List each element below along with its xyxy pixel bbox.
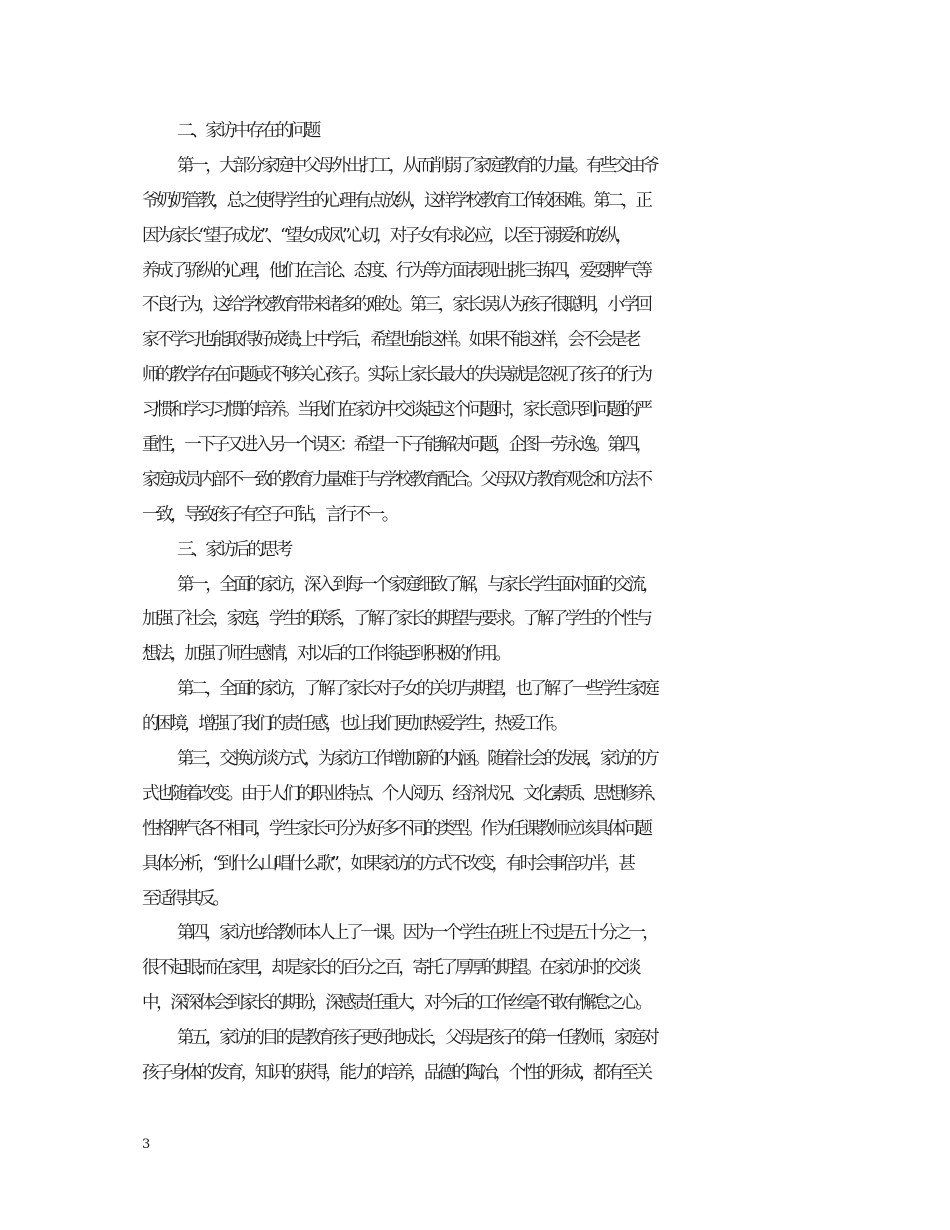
paragraph-line: 式也随着改变。由于人们的职业特点、个人阅历、经济状况、文化素质、思想修养、: [142, 783, 664, 804]
paragraph-line: 的困境，增强了我们的责任感，也让我们更加热爱学生，热爱工作。: [142, 714, 565, 735]
paragraph-line: 想法，加强了师生感情，对以后的工作将起到积极的作用。: [142, 644, 509, 665]
paragraph-first-line: 三、家访后的思考: [177, 539, 290, 560]
paragraph-first-line: 第三，交换访谈方式，为家访工作增加新的内涵。随着社会的发展，家访的方: [177, 749, 657, 770]
document-body: [142, 114, 812, 1091]
paragraph-first-line: 第一，全面的家访，深入到每一个家庭细致了解，与家长学生面对面的交流，: [177, 574, 657, 595]
paragraph-line: 孩子身体的发育，知识的获得，能力的培养，品德的陶冶，个性的形成，都有至关: [142, 1063, 650, 1084]
paragraph-line: 因为家长“望子成龙”、“望女成凤”心切，对子女有求必应，以至于溺爱和放纵，: [142, 225, 630, 246]
paragraph-line: 加强了社会，家庭，学生的联系，了解了家长的期望与要求。了解了学生的个性与: [142, 609, 650, 630]
paragraph-line: 家庭成员内部不一致的教育力量难于与学校教育配合。父母双方教育观念和方法不: [142, 469, 650, 490]
paragraph-line: 中，深深体会到家长的期盼，深感责任重大，对今后的工作丝毫不敢有懈怠之心。: [142, 993, 650, 1014]
paragraph-line: 具体分析，“到什么山唱什么歌”，如果家访的方式不改变，有时会事倍功半，甚: [142, 853, 633, 874]
paragraph-line: 一致，导致孩子有空子可钻，言行不一。: [142, 504, 396, 525]
paragraph-line: 很不起眼;而在家里，却是家长的百分之百，寄托了厚厚的期望。在家访时的交谈: [142, 958, 638, 979]
paragraph-line: 至适得其反。: [142, 888, 227, 909]
paragraph-first-line: 二、家访中存在的问题: [177, 121, 318, 141]
paragraph-line: 不良行为，这给学校教育带来诸多的难处。第三，家长误认为孩子很聪明，小学回: [142, 295, 650, 316]
page-number: 3: [142, 1137, 151, 1152]
paragraph-line: 习惯和学习习惯的培养。当我们在家访中交谈起这个问题时，家长意识到问题的严: [142, 400, 650, 421]
paragraph-line: 重性，一下子又进入另一个误区：希望一下子能解决问题，企图一劳永逸。第四，: [142, 435, 650, 456]
paragraph-line: 家不学习也能取得好成绩;上中学后，希望也能这样。如果不能这样，会不会是老: [142, 330, 638, 351]
paragraph-line: 爷奶奶管教，总之使得学生的心理有点放纵，这样学校教育工作较困难。第二，正: [142, 190, 650, 211]
paragraph-line: 养成了骄纵的心理，他们在言论、态度、行为等方面表现出挑三拣四，爱耍脾气等: [142, 260, 650, 281]
paragraph-first-line: 第五，家访的目的是教育孩子更好地成长，父母是孩子的第一任教师，家庭对: [177, 1028, 657, 1049]
paragraph-first-line: 第四，家访也给教师本人上了一课。因为一个学生在班上不过是五十分之一，: [177, 923, 657, 944]
paragraph-line: 师的教学存在问题或不够关心孩子。实际上家长最大的失误就是忽视了孩子的行为: [142, 365, 650, 386]
paragraph-first-line: 第二，全面的家访，了解了家长对子女的关切与期望，也了解了一些学生家庭: [177, 679, 657, 700]
paragraph-line: 性格脾气各不相同，学生家长可分为好多不同的类型。作为任课教师应该具体问题: [142, 818, 650, 839]
paragraph-first-line: 第一，大部分家庭中父母外出打工，从而削弱了家庭教育的力量。有些交由爷: [177, 155, 657, 176]
